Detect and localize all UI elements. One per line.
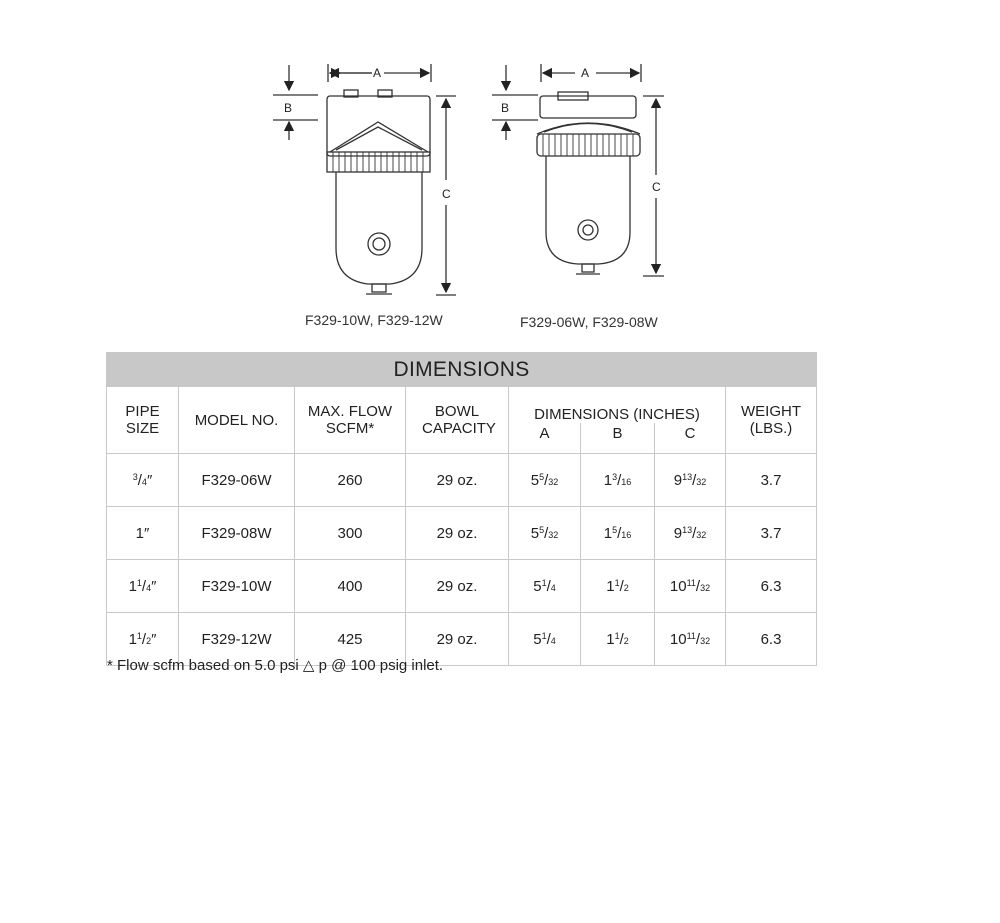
cell-dim-a: $5^5/32$ [509,454,581,507]
cell-flow: 425 [295,613,406,666]
cell-dim-b: $1^1/2$ [581,560,655,613]
cell-model: F329-08W [179,507,295,560]
cell-dim-a: $5^1/4$ [509,560,581,613]
header-weight: WEIGHT (LBS.) [726,387,817,454]
cell-weight: 3.7 [726,454,817,507]
dim-label-c-left: C [442,187,451,201]
table-title: DIMENSIONS [107,353,817,387]
cell-dim-c: $10^{11}/32$ [655,560,726,613]
dim-label-b-right: B [501,101,510,115]
cell-flow: 400 [295,560,406,613]
header-bowl-capacity: BOWL CAPACITY [406,387,509,454]
caption-small-models: F329-06W, F329-08W [520,314,658,330]
table-row [107,454,817,507]
header-dim-a: A [509,423,581,454]
dim-label-a-left: A [373,66,382,80]
cell-model: F329-12W [179,613,295,666]
cell-dim-b: $1^1/2$ [581,613,655,666]
cell-bowl: 29 oz. [406,560,509,613]
cell-flow: 260 [295,454,406,507]
header-max-flow: MAX. FLOW SCFM* [295,387,406,454]
dim-label-c-right: C [652,180,661,194]
cell-pipe-size: $^3$/4″ [107,454,179,507]
table-row [107,560,817,613]
footnote: * Flow scfm based on 5.0 psi △ p @ 100 psig inlet. [107,657,444,674]
cell-dim-c: $9^{13}/32$ [655,454,726,507]
cell-pipe-size: 1″ [107,507,179,560]
cell-weight: 6.3 [726,560,817,613]
cell-model: F329-10W [179,560,295,613]
cell-bowl: 29 oz. [406,507,509,560]
header-dim-c: C [655,423,726,454]
table-row [107,507,817,560]
header-dim-b: B [581,423,655,454]
cell-flow: 300 [295,507,406,560]
cell-dim-b: $1^5/16$ [581,507,655,560]
filter-drawing-large [273,64,456,295]
cell-bowl: 29 oz. [406,613,509,666]
cell-dim-c: $10^{11}/32$ [655,613,726,666]
header-model-no: MODEL NO. [179,387,295,454]
filter-drawings [0,0,1000,340]
caption-large-models: F329-10W, F329-12W [305,312,443,328]
cell-weight: 3.7 [726,507,817,560]
header-pipe-size: PIPE SIZE [107,387,179,454]
header-dimensions: DIMENSIONS (INCHES) [509,387,726,423]
filter-drawing-small [492,64,664,276]
cell-weight: 6.3 [726,613,817,666]
cell-dim-c: $9^{13}/32$ [655,507,726,560]
cell-pipe-size: $1^1/2''$ [107,613,179,666]
cell-dim-a: $5^1/4$ [509,613,581,666]
cell-dim-b: $1^3/16$ [581,454,655,507]
cell-model: F329-06W [179,454,295,507]
cell-dim-a: $5^5/32$ [509,507,581,560]
dimensions-table [106,352,817,666]
dim-label-a-right: A [581,66,590,80]
dim-label-b-left: B [284,101,293,115]
cell-bowl: 29 oz. [406,454,509,507]
cell-pipe-size: $1^1/4''$ [107,560,179,613]
